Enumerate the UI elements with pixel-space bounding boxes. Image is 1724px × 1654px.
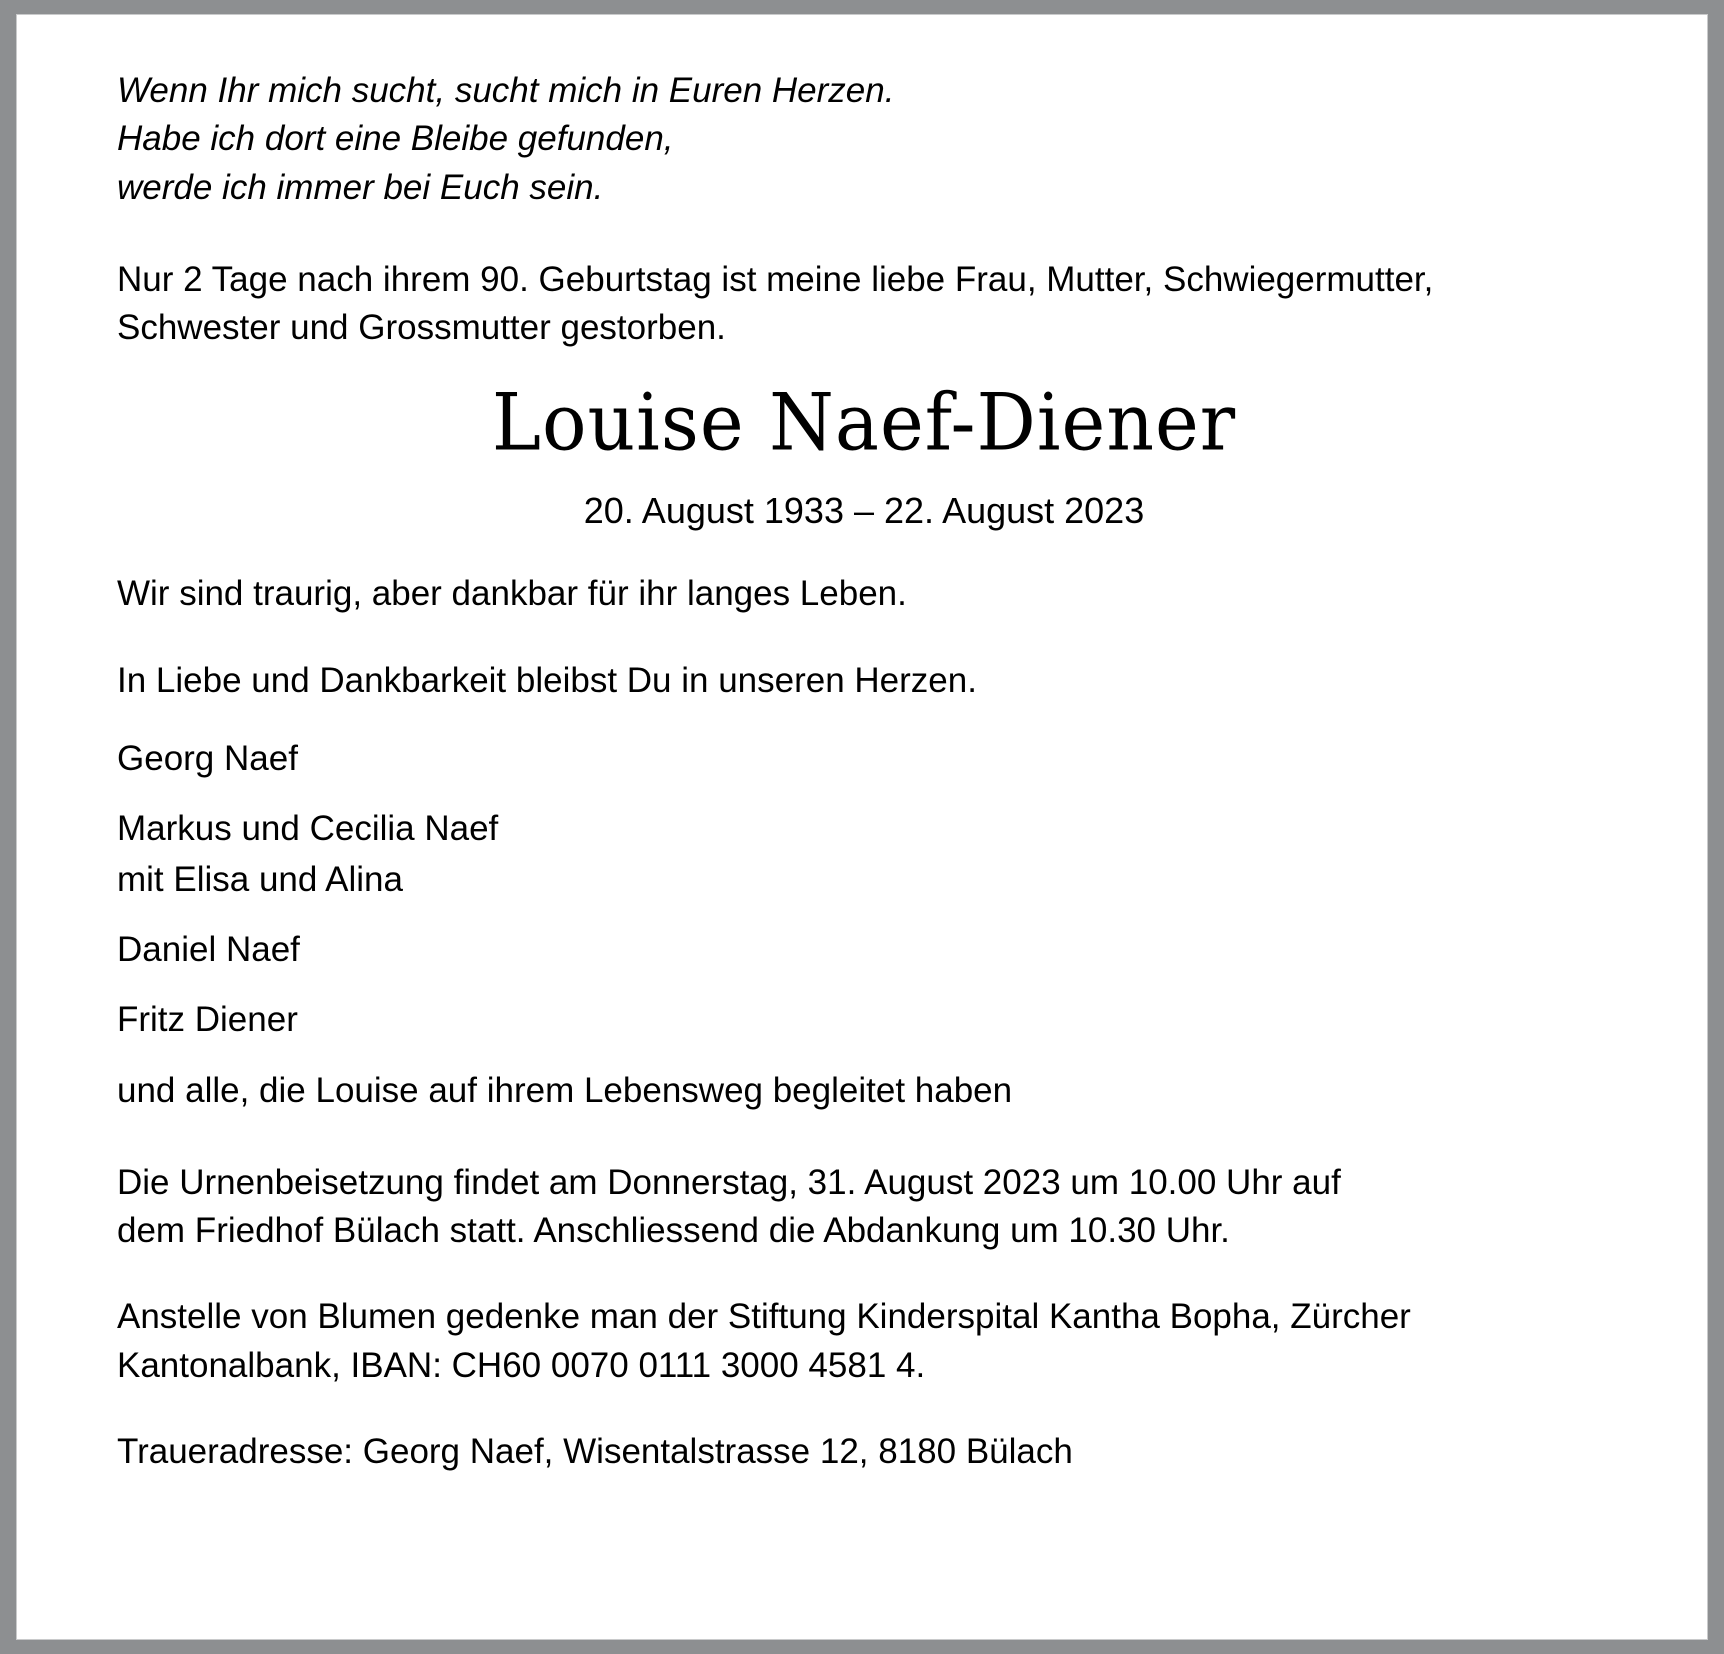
obituary-card: [16, 14, 1708, 1640]
poem-line-3: werde ich immer bei Euch sein.: [117, 167, 604, 207]
funeral-line-2: dem Friedhof Bülach statt. Anschliessend die Abdankung um 10.30 Uhr.: [117, 1211, 1230, 1251]
funeral-info: [117, 1159, 1611, 1256]
poem-block: [117, 67, 1611, 212]
poem-line-1: Wenn Ihr mich sucht, sucht mich in Euren Herzen.: [117, 71, 895, 110]
remembrance-text: In Liebe und Dankbarkeit bleibst Du in unseren Herzen.: [117, 660, 977, 700]
donation-line-2: Kantonalbank, IBAN: CH60 0070 0111 3000 4581 4.: [117, 1345, 926, 1385]
family-name: Markus und Cecilia Naef: [117, 809, 499, 849]
family-entry: [117, 926, 1611, 974]
family-children: mit Elisa und Alina: [117, 859, 403, 899]
family-entry: [117, 735, 1611, 783]
family-entry: [117, 996, 1611, 1044]
funeral-line-1: Die Urnenbeisetzung findet am Donnerstag, 31. August 2023 um 10.00 Uhr auf: [117, 1162, 1341, 1202]
family-entry: [117, 805, 1611, 904]
poem-line-2: Habe ich dort eine Bleibe gefunden,: [117, 119, 674, 159]
mourning-address: Traueradresse: Georg Naef, Wisentalstrasse 12, 8180 Bülach: [117, 1432, 1073, 1472]
intro-line-1: Nur 2 Tage nach ihrem 90. Geburtstag ist meine liebe Frau, Mutter, Schwiegermutter,: [117, 259, 1434, 299]
donation-info: [117, 1293, 1611, 1390]
family-name: Georg Naef: [117, 739, 298, 779]
family-name: Daniel Naef: [117, 929, 300, 969]
body-text: [117, 570, 1611, 1476]
intro-block: [117, 256, 1611, 353]
family-name: Fritz Diener: [117, 1000, 298, 1040]
family-others: und alle, die Louise auf ihrem Lebensweg begleitet haben: [117, 1070, 1013, 1110]
life-dates: 20. August 1933 – 22. August 2023: [583, 490, 1145, 532]
donation-line-1: Anstelle von Blumen gedenke man der Stiftung Kinderspital Kantha Bopha, Zürcher: [117, 1297, 1411, 1337]
deceased-name: Louise Naef-Diener: [491, 377, 1237, 470]
gratitude-text: Wir sind traurig, aber dankbar für ihr langes Leben.: [117, 574, 907, 614]
name-block: [117, 377, 1611, 532]
intro-line-2: Schwester und Grossmutter gestorben.: [117, 308, 726, 348]
family-list: [117, 735, 1611, 1115]
family-entry: [117, 1067, 1611, 1115]
